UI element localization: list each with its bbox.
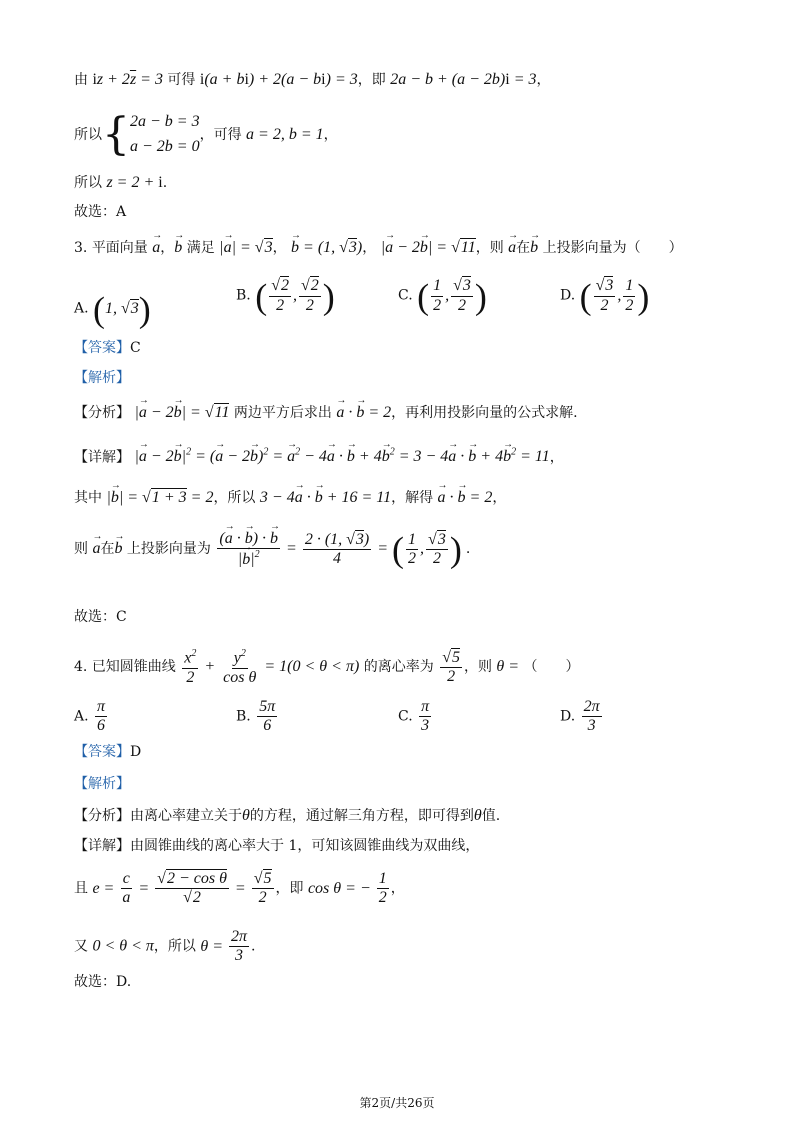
q4-option-d: D. $\frac{2\pi}{3}$ (560, 698, 600, 735)
q3-option-d: D. ( $\frac{√3}{2}$ , $\frac{1}{2}$ ) (560, 276, 650, 316)
q2-z: 所以 z = 2 + i. (74, 174, 168, 191)
q4-option-b: B. $\frac{5\pi}{6}$ (236, 698, 276, 735)
q3-ze: 则 → a在→ b 上投影向量为 $\frac{(\to a \cdot \to b) \cdot \to b}{|\to b|^2}$ = $\frac{2 \cdot (1, √3)}{4}$ = ( $\frac{1}{2}$ , $\frac{√3}{2}$ ) . (74, 530, 470, 569)
q2-sys-eq2: a − 2b = 0 (130, 137, 200, 155)
q4-option-c: C. $\frac{\pi}{3}$ (398, 698, 430, 735)
q2-eq3: 2a − b + (a − 2b)i = 3 (390, 71, 537, 88)
q4-xiangjie: 【详解】由圆锥曲线的离心率大于 1，可知该圆锥曲线为双曲线， (74, 838, 480, 854)
q3-option-a: A. (1, √3) (74, 289, 151, 329)
q2-answer: 故选：A (74, 204, 127, 220)
q2-eq1: iz + $2\overline{z} = 3$ (92, 71, 163, 88)
q3-xiangjie: 【详解】 |→ $a - 2\to b|^2$ = (→ a − 2→ b)$^2$ = → $a^2 - 4\to a$ · → $b + 4\to b^2 = 3 - 4\to a$ · → $b + 4\to b^2 = 11$， (74, 448, 564, 465)
q2-line1: 由 iz + $2\overline{z} = 3$ 可得 i(a + bi) + 2(a − bi) = 3，即 2a − b + (a − 2b)i = 3， (74, 71, 551, 88)
q4-answer: 【答案】D (74, 744, 142, 760)
q3-jiexi: 【解析】 (74, 370, 130, 386)
q2-system: 所以{ 2a − b = 3 a − 2b = 0 ，可得 a = 2, b = 1， (74, 108, 338, 160)
q3-option-c: C. ( $\frac{1}{2}$ , $\frac{√3}{2}$ ) (398, 276, 487, 316)
q3-qizhong: 其中 |→ b| = √1 + 3 = 2，所以 3 − 4→ a · → b + 16 = 11，解得 → a · → b = 2， (74, 490, 506, 506)
q2-z-result: z = 2 + i (106, 174, 163, 191)
q2-eq2: i(a + bi) + 2(a − bi) = 3 (199, 71, 358, 88)
q3-answer: 【答案】C (74, 340, 141, 356)
q4-option-a: A. $\frac{\pi}{6}$ (74, 698, 106, 735)
q3-fenxi: 【分析】 |→ a − 2→ b| = √11 两边平方后求出 → a · → b = 2，再利用投影向量的公式求解. (74, 405, 578, 421)
q2-sys-result: a = 2, b = 1 (246, 125, 324, 143)
q3-final: 故选：C (74, 609, 127, 625)
q4-you: 又 0 < θ < π，所以 θ = $\frac{2\pi}{3}$ . (74, 928, 256, 965)
q4-stem: 4. 已知圆锥曲线 $\frac{x^2}{2}$ + $\frac{y^2}{\text{cos θ}}$ = 1(0 < θ < π) 的离心率为 $\frac{√5}{2}$ ，则 θ = （ ） (74, 648, 580, 686)
q3-option-b: B. ( $\frac{√2}{2}$ , $\frac{√2}{2}$ ) (236, 276, 335, 316)
q2-sys-eq1: 2a − b = 3 (130, 113, 200, 130)
q4-final: 故选：D. (74, 974, 132, 990)
q4-jiexi: 【解析】 (74, 776, 130, 792)
q4-fenxi: 【分析】由离心率建立关于θ的方程，通过解三角方程，即可得到θ值. (74, 807, 501, 824)
q4-qie: 且 e = $\frac{c}{a}$ = $\frac{\text{√2 − cos θ}}{√2}$ = $\frac{√5}{2}$ ，即 cos θ = − $\frac{1}{2}$ ， (74, 870, 405, 907)
page-footer: 第2页/共26页 (359, 1096, 435, 1110)
q3-stem: 3. 平面向量 → a，→ b 满足 |→ a| = √3， → b = (1, √3)， |→ a − 2→ b| = √11，则 → a在→ b 上投影向量为（ ） (74, 240, 683, 256)
